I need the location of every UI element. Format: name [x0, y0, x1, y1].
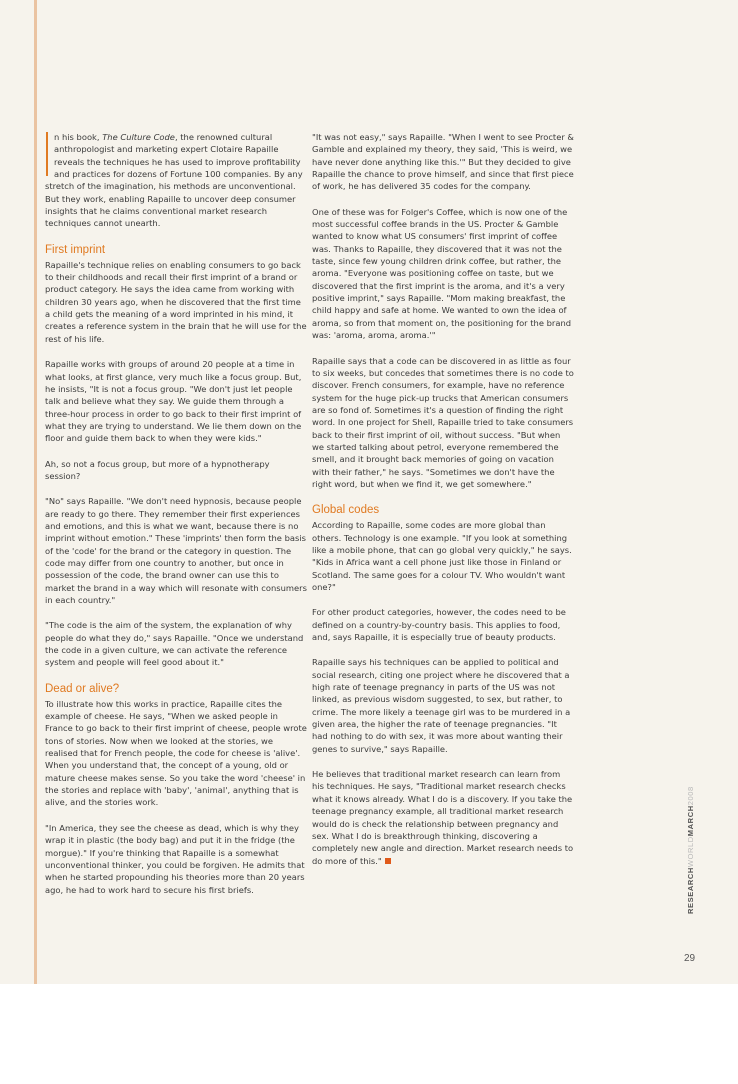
closing-text: He believes that traditional market research can learn from his techniques. He says, "Traditional market research checks what it knows already. What I do is a discovery. If you take the teenage pregnancy example, all traditional market research would do is check the relationship between pregnancy and sex. What I do is breakthrough thinking, discovering a completely new angle and direction. Market research needs to do more of this." — [312, 769, 574, 866]
end-mark-icon — [385, 858, 391, 864]
drop-cap-mark — [46, 132, 48, 176]
intro-paragraph — [45, 131, 307, 230]
paragraph: Rapaille's technique relies on enabling consumers to go back to their childhoods and recall their first imprint of a brand or product category. He says the idea came from working with children 30 years ago, when he discovered that the first time a child gets the meaning of a word imprinted in his mind, it creates a reference system in the brain that he will use for the rest of his life. — [45, 259, 307, 344]
paragraph: According to Rapaille, some codes are more global than others. Technology is one example. "If you look at something like a mobile phone, that can go global very quickly," he says. "Kids in Africa want a cell phone just like those in Finland or Scotland. The same goes for a colour TV. Who wouldn't want one?" — [312, 520, 572, 592]
paragraph: "No" says Rapaille. "We don't need hypnosis, because people are ready to go there. They remember their first experiences and emotions, and this is what we want, because there is no imprint without emotion." These 'imprints' then form the basis of the 'code' for the brand or the category in question. The code may differ from one country to another, but once in possession of the code, the brand owner can use this to market the brand in a way which will resonate with consumers in each country." — [45, 496, 307, 605]
paragraph: To illustrate how this works in practice, Rapaille cites the example of cheese. He says, "When we asked people in France to go back to their first imprint of cheese, people wrote tons of stories. Now when we looked at the stories, we realised that for French people, the code for cheese is 'alive'. When you understand that, the concept of a young, old or mature cheese makes sense. So you take the word 'cheese' in the stories and replace with 'baby', 'animal', anything that is alive, and the stories work. — [45, 698, 307, 808]
paragraph: Rapaille works with groups of around 20 people at a time in what looks, at first glance, very much like a focus group. But, he insists, "It is not a focus group. "We don't just let people talk and believe what they say. We guide them through a three-hour process in order to go back to their first imprint of what they are trying to understand. We lie them down on the floor and guide them back to when they were kids." — [45, 359, 302, 444]
page-number: 29 — [684, 953, 696, 964]
paragraph: Ah, so not a focus group, but more of a hypnotherapy session? — [45, 458, 270, 481]
page-edge-rule — [34, 0, 37, 984]
credit-month: MARCH — [686, 805, 695, 837]
paragraph: One of these was for Folger's Coffee, which is now one of the most successful coffee brands in the US. Procter & Gamble wanted to know what US consumers' first imprint of coffee was. Thanks to Rapaille, they discovered that it was not the taste, since few young children drink coffee, but rather, the aroma. "Everyone was positioning coffee on taste, but we discovered that the first imprint is the aroma, and it's a very positive imprint," says Rapaille. "Mom making breakfast, the child happy and safe at home. We wanted to own the idea of aroma, so from that moment on, the positioning for the brand was: 'aroma, aroma, aroma.'" — [312, 206, 572, 341]
paragraph: "In America, they see the cheese as dead, which is why they wrap it in plastic (the body bag) and put it in the fridge (the morgue)." If you're thinking that Rapaille is a somewhat unconventional thinker, you could be forgiven. He admits that when he started propounding his theories more than 20 years ago, he had to work hard to secure his first briefs. — [45, 822, 305, 895]
closing-paragraph — [312, 768, 574, 867]
paragraph: Rapaille says his techniques can be applied to political and social research, citing one project where he discovered that a high rate of teenage pregnancy in parts of the US was not linked, as previous wisdom suggested, to sex, but rather, to crime. The more likely a teenage girl was to be murdered in a given area, the higher the rate of teenage pregnancies. "It had nothing to do with sex, it was more about wanting their genes to survive," says Rapaille. — [312, 657, 571, 754]
paragraph: For other product categories, however, the codes need to be defined on a country-by-country basis. This applies to food, and, says Rapaille, it is especially true of beauty products. — [312, 607, 566, 643]
paragraph: "The code is the aim of the system, the explanation of why people do what they do," says Rapaille. "Once we understand the code in a given culture, we can activate the reference system and people will feel good about it." — [45, 620, 304, 668]
paragraph: Rapaille says that a code can be discovered in as little as four to six weeks, but concedes that sometimes there is no code to discover. French consumers, for example, have no reference system for the huge pick-up trucks that American consumers are so fond of. Sometimes it's a question of finding the right word. In one project for Shell, Rapaille tried to take consumers back to their first imprint of oil, without success. "But when we started talking about petrol, everyone remembered the smell, and it brought back memories of going on vacation with their father," he says. "Sometimes we don't have the right word, but when we find it, we get somewhere." — [312, 355, 574, 489]
heading-global-codes: Global codes — [312, 504, 380, 517]
heading-first-imprint: First imprint — [45, 243, 106, 256]
credit-research: RESEARCH — [686, 867, 695, 914]
book-title: The Culture Code — [102, 132, 175, 142]
credit-year: 2008 — [686, 786, 695, 806]
right-column — [312, 131, 574, 880]
credit-world: WORLD — [686, 836, 695, 868]
paragraph: "It was not easy," says Rapaille. "When I went to see Procter & Gamble and explained my theory, they said, 'This is weird, we have never done anything like this.'" But they decided to give Rapaille the chance to prove himself, and since that first piece of work, he has delivered 35 codes for the company. — [312, 132, 574, 192]
magazine-credit — [686, 786, 695, 914]
intro-lead: n his book, — [54, 132, 103, 142]
heading-dead-or-alive: Dead or alive? — [45, 682, 120, 695]
intro-text: , the renowned cultural anthropologist and marketing expert Clotaire Rapaille reveals the techniques he has used to improve profitability and practices for dozens of Fortune 100 companies. By any stretch of the imagination, his methods are unconventional. But they work, enabling Rapaille to uncover deep consumer insights that he claims conventional market research techniques cannot unearth. — [45, 132, 303, 229]
left-column — [45, 131, 307, 909]
